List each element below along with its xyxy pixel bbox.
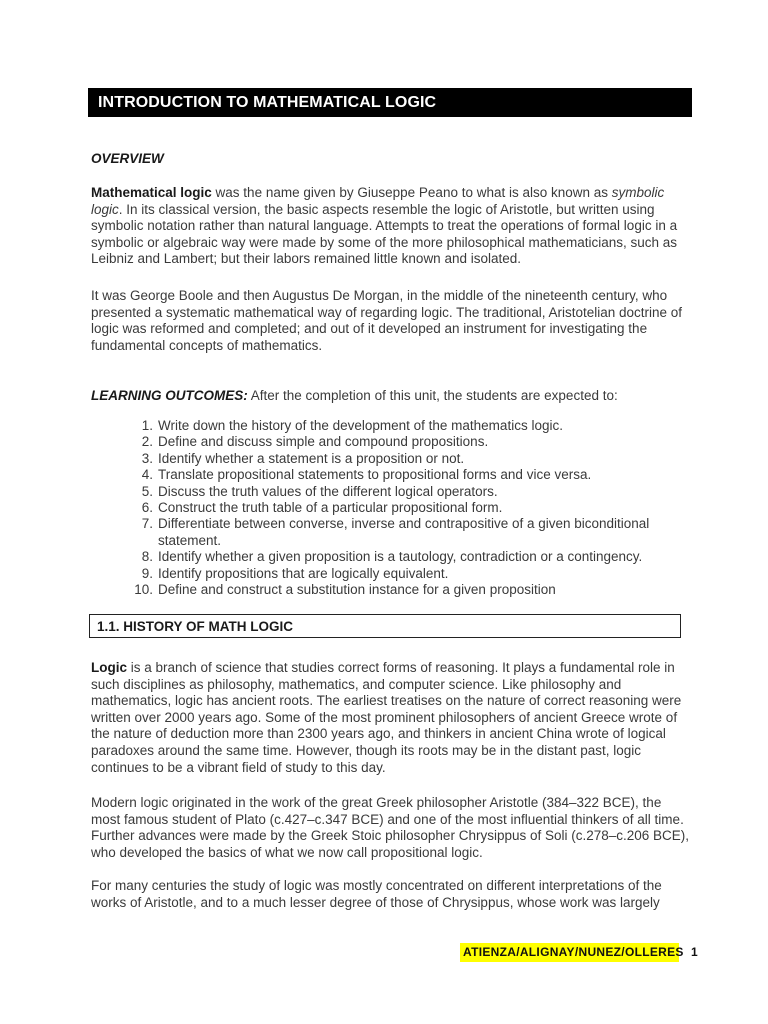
term-logic: Logic <box>91 660 127 675</box>
footer-authors: ATIENZA/ALIGNAY/NUNEZ/OLLERES <box>463 945 684 959</box>
page-number: 1 <box>691 945 698 959</box>
list-item-number: 6. <box>141 500 153 516</box>
page-footer <box>460 943 698 962</box>
list-item-text: Translate propositional statements to propositional forms and vice versa. <box>158 467 592 483</box>
list-item-text: Construct the truth table of a particular propositional form. <box>158 500 503 516</box>
list-item-number: 7. <box>141 516 153 532</box>
list-item <box>131 484 691 500</box>
learning-outcomes-label: LEARNING OUTCOMES: <box>91 388 248 403</box>
list-item-text: Discuss the truth values of the different logical operators. <box>158 483 498 499</box>
list-item-number: 2. <box>141 434 153 450</box>
list-item-text: Define and discuss simple and compound propositions. <box>158 434 489 450</box>
learning-outcomes-intro-text: After the completion of this unit, the students are expected to: <box>247 388 618 403</box>
list-item-text: Differentiate between converse, inverse and contrapositive of a given biconditional statement. <box>158 516 650 548</box>
list-item <box>131 451 691 467</box>
list-item-number: 9. <box>141 565 153 581</box>
term-symbolic-logic: symbolic logic <box>91 185 665 217</box>
list-item <box>131 516 691 549</box>
list-item <box>131 418 691 434</box>
list-item <box>131 549 691 565</box>
history-paragraph-1-text: is a branch of science that studies correct forms of reasoning. It plays a fundamental role in such disciplines as philosophy, mathematics, and computer science. Like philosophy and mathematics, logic has ancient roots. The earliest treatises on the nature of correct reasoning were written over 2000 years ago. Some of the most prominent philosophers of ancient Greece wrote of the nature of deduction more than 2300 years ago, and thinkers in ancient China wrote of logical paradoxes around the same time. However, though its roots may be in the distant past, logic continues to be a vibrant field of study to this day. <box>91 660 682 775</box>
list-item-text: Define and construct a substitution instance for a given proposition <box>158 582 556 598</box>
learning-outcomes-list <box>131 418 691 598</box>
document-title: INTRODUCTION TO MATHEMATICAL LOGIC <box>88 88 692 117</box>
list-item-number: 4. <box>141 467 153 483</box>
term-mathematical-logic: Mathematical logic <box>91 185 212 200</box>
list-item-text: Write down the history of the development of the mathematics logic. <box>158 418 563 433</box>
list-item <box>131 467 691 483</box>
list-item-number: 8. <box>141 549 153 565</box>
history-paragraph-3: For many centuries the study of logic was mostly concentrated on different interpretations of the works of Aristotle, and to a much lesser degree of those of Chrysippus, whose work was largely <box>91 878 662 910</box>
section-heading-history: 1.1. HISTORY OF MATH LOGIC <box>89 614 681 638</box>
list-item-number: 5. <box>141 483 153 499</box>
list-item <box>131 500 691 516</box>
list-item-text: Identify whether a given proposition is a tautology, contradiction or a contingency. <box>158 549 643 565</box>
list-item-number: 1. <box>141 418 153 433</box>
overview-paragraph-2: It was George Boole and then Augustus De Morgan, in the middle of the nineteenth century, who presented a systematic mathematical way of regarding logic. The traditional, Aristotelian doctrine of logic was reformed and completed; and out of it developed an instrument for investigating the fundamental concepts of mathematics. <box>91 288 683 353</box>
history-paragraph-2: Modern logic originated in the work of the great Greek philosopher Aristotle (384–322 BCE), the most famous student of Plato (c.427–c.347 BCE) and one of the most influential thinkers of all time. Further advances were made by the Greek Stoic philosopher Chrysippus of Soli (c.278–c.206 BCE), who developed the basics of what we now call propositional logic. <box>91 795 690 860</box>
list-item-text: Identify propositions that are logically equivalent. <box>158 565 449 581</box>
overview-paragraph-1-part-b: . In its classical version, the basic aspects resemble the logic of Aristotle, but written using symbolic notation rather than natural language. Attempts to treat the operations of formal logic in a symbolic or algebraic way were made by some of the more philosophical mathematicians, such as Leibniz and Lambert; but their labors remained little known and isolated. <box>91 201 678 267</box>
history-paragraph-1 <box>91 660 691 776</box>
list-item-number: 3. <box>141 450 153 466</box>
list-item-text: Identify whether a statement is a proposition or not. <box>158 450 465 466</box>
list-item <box>131 434 691 450</box>
overview-paragraph-1 <box>91 185 691 268</box>
list-item-number: 10. <box>134 582 153 598</box>
list-item <box>131 582 691 598</box>
learning-outcomes-intro <box>91 388 691 405</box>
overview-heading: OVERVIEW <box>91 151 164 166</box>
list-item <box>131 566 691 582</box>
overview-paragraph-1-part-a: was the name given by Giuseppe Peano to what is also known as <box>211 185 612 200</box>
